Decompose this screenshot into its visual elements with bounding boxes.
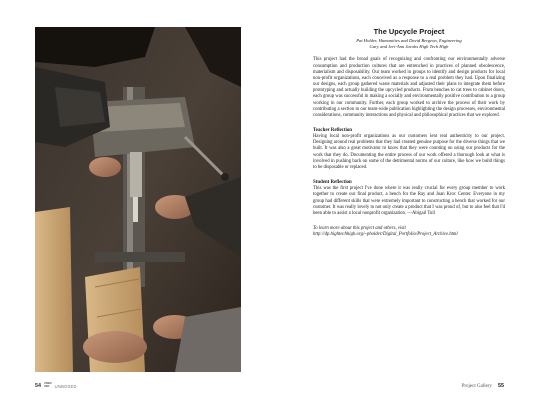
byline-school: Gary and Jeri-Ann Jacobs High Tech High bbox=[369, 44, 449, 50]
right-folio bbox=[462, 383, 504, 389]
right-page-number: 55 bbox=[498, 383, 504, 389]
unboxed-logo: UNBO XED bbox=[44, 382, 52, 388]
publication-name: UNBOXED bbox=[54, 383, 77, 389]
student-reflection-heading: Student Reflection bbox=[313, 180, 352, 186]
drill-press-illustration bbox=[35, 27, 241, 372]
article-title: The Upcycle Project bbox=[373, 27, 445, 36]
students-drill-press-photo bbox=[35, 27, 241, 372]
teacher-reflection-heading: Teacher Reflection bbox=[313, 127, 352, 133]
left-page-number: 54 bbox=[35, 383, 41, 389]
article-byline bbox=[313, 38, 505, 50]
article-column bbox=[313, 27, 505, 238]
section-name: Project Gallery bbox=[461, 383, 492, 389]
teacher-reflection-text: Having local non-profit organizations as our customers lent real authenticity to our project. Designing around real problems that they had created genuine purpose for the diverse things that we built. It was also a great motivator to know that they were counting on using our products for the work that they do. Documenting the entire process of our work offered a thorough look at what is involved in pushing back on some of the detrimental norms of our culture, like how we build things to be disposable or replaced. bbox=[313, 134, 505, 170]
closing-link-text[interactable]: To learn more about this project and others, visit http://dp.hightechhigh.org/~pholder/Digital_Portfolio/Project_Archive.html bbox=[313, 226, 458, 238]
left-folio bbox=[35, 383, 77, 389]
byline-authors: Pat Holder, Humanities and David Bergeon, Engineering bbox=[356, 38, 462, 43]
student-reflection-text: This was the first project I've done where it was really crucial for every group member to work together to create our final product, a bench for the Ray and Joan Kroc Center. Everyone in my group had different skills that were extremely important to constructing a bench that worked for our customer. It was really lovely to not only create a product that I was proud of, but to also feel that I'd been able to assist a local nonprofit organization. —Abigail Tull bbox=[313, 186, 505, 216]
intro-paragraph: This project had the broad goals of recognizing and confronting our environmentally adverse consumption and production cultures that are entrenched in practices of planned obsolescence, materialism and disposability. Our team worked in groups to identify and design products for local non-profit organizations, each conceived as a response to a real problem they had. Upon finalizing our designs, each group gathered waste materials and adjusted their plans to integrate them before prototyping and actually building the upcycled products. From benches to cat trees to cabinet doors, each group was successful in making a socially and environmentally positive contribution to a group working in our community. Further, each group worked to archive the process of their work by contributing a section to our team-wide publication highlighting the design processes, environmental considerations, community interactions and physical and philosophical practices that we explored. bbox=[313, 57, 505, 118]
